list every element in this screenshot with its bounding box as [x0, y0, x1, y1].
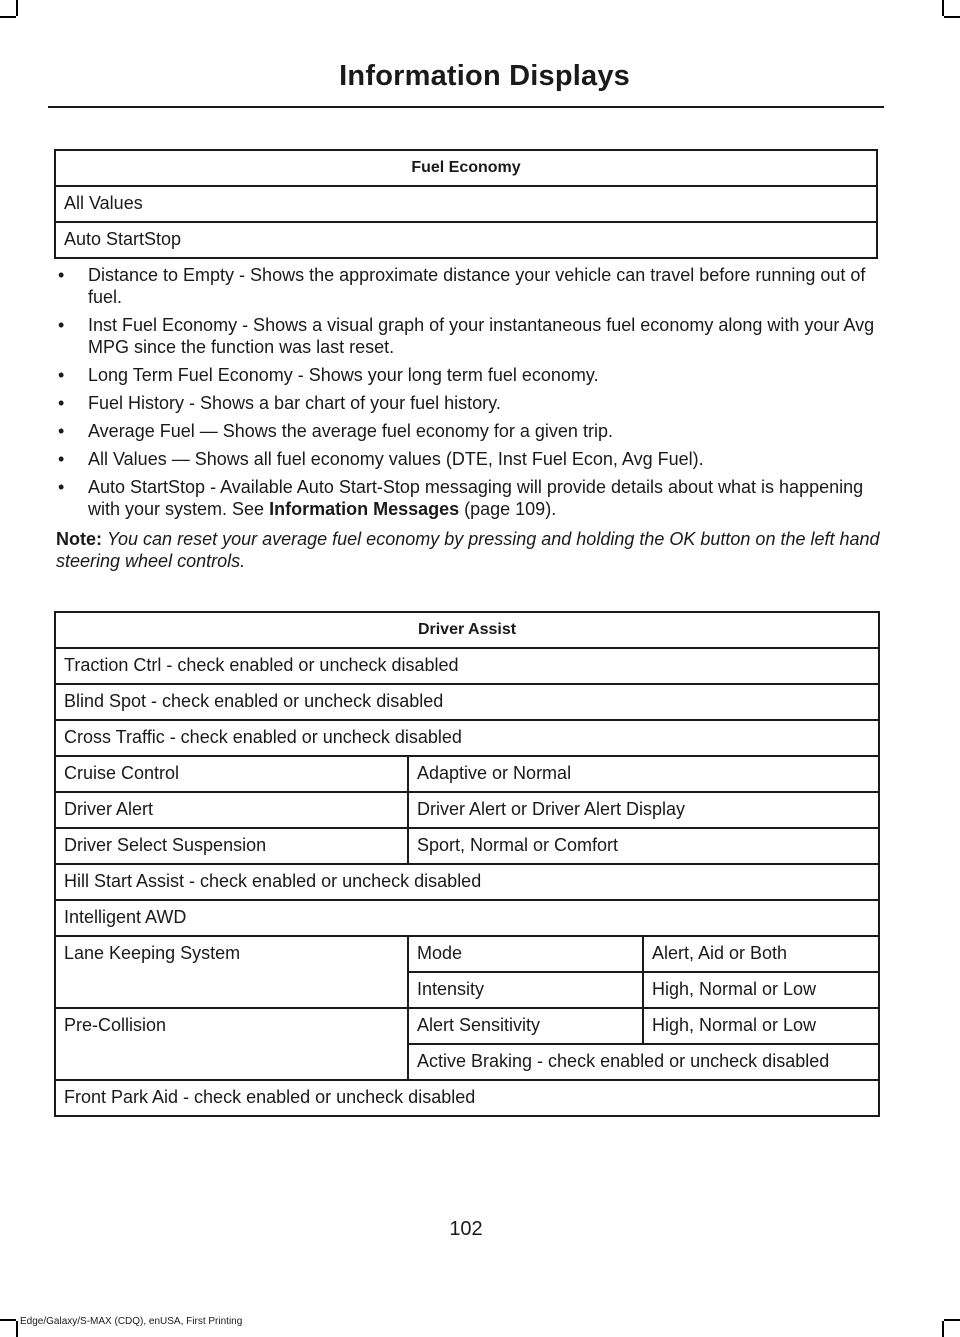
suspension-value: Sport, Normal or Comfort — [408, 828, 879, 864]
lane-mode-value: Alert, Aid or Both — [643, 936, 879, 972]
bullet-all-values: • All Values — Shows all fuel economy values (DTE, Inst Fuel Econ, Avg Fuel). — [56, 448, 880, 470]
header-divider — [48, 106, 884, 108]
driver-assist-heading: Driver Assist — [55, 612, 879, 648]
front-park-aid-row: Front Park Aid - check enabled or uncheck disabled — [55, 1080, 879, 1116]
bullet-auto-startstop — [56, 476, 880, 520]
note-label: Note: — [56, 529, 102, 549]
page-title: Information Displays — [339, 60, 630, 92]
cruise-control-label: Cruise Control — [55, 756, 408, 792]
crop-mark — [944, 1319, 960, 1321]
fuel-economy-heading: Fuel Economy — [55, 150, 877, 186]
page-number: 102 — [449, 1218, 483, 1240]
bullet-long-term-fuel: • Long Term Fuel Economy - Shows your long term fuel economy. — [56, 364, 880, 386]
blind-spot-row: Blind Spot - check enabled or uncheck disabled — [55, 684, 879, 720]
intelligent-awd-row: Intelligent AWD — [55, 900, 879, 936]
note-text: You can reset your average fuel economy by pressing and holding the OK button on the left hand steering wheel controls. — [56, 529, 880, 571]
alert-sensitivity-label: Alert Sensitivity — [408, 1008, 643, 1044]
bullet-distance-to-empty: • Distance to Empty - Shows the approximate distance your vehicle can travel before running out of fuel. — [56, 264, 880, 308]
driver-assist-table — [54, 611, 880, 1117]
lane-mode-label: Mode — [408, 936, 643, 972]
hill-start-row: Hill Start Assist - check enabled or uncheck disabled — [55, 864, 879, 900]
bullet-inst-fuel-economy: • Inst Fuel Economy - Shows a visual graph of your instantaneous fuel economy along with your Avg MPG since the function was last reset. — [56, 314, 880, 358]
crop-mark — [942, 0, 944, 16]
lane-keeping-label: Lane Keeping System — [55, 936, 408, 1008]
suspension-label: Driver Select Suspension — [55, 828, 408, 864]
lane-intensity-value: High, Normal or Low — [643, 972, 879, 1008]
bullet-average-fuel: • Average Fuel — Shows the average fuel economy for a given trip. — [56, 420, 880, 442]
crop-mark — [942, 1321, 944, 1337]
crop-mark — [0, 16, 16, 18]
driver-alert-value: Driver Alert or Driver Alert Display — [408, 792, 879, 828]
lane-intensity-label: Intensity — [408, 972, 643, 1008]
publication-footer: Edge/Galaxy/S-MAX (CDQ), enUSA, First Printing — [20, 1316, 243, 1327]
traction-ctrl-row: Traction Ctrl - check enabled or uncheck disabled — [55, 648, 879, 684]
cross-traffic-row: Cross Traffic - check enabled or uncheck disabled — [55, 720, 879, 756]
bullet-fuel-history: • Fuel History - Shows a bar chart of your fuel history. — [56, 392, 880, 414]
page-reference: (page 109). — [459, 499, 557, 519]
driver-alert-label: Driver Alert — [55, 792, 408, 828]
fuel-economy-table — [54, 149, 878, 259]
information-messages-link[interactable]: Information Messages — [269, 499, 460, 519]
note — [56, 528, 880, 572]
crop-mark — [944, 16, 960, 18]
crop-mark — [0, 1319, 16, 1321]
bullet-auto-startstop-text: Auto StartStop - Available Auto Start-Stop messaging will provide details about what is happening with your system. See — [88, 477, 864, 519]
alert-sensitivity-value: High, Normal or Low — [643, 1008, 879, 1044]
fuel-row-all-values: All Values — [55, 186, 877, 222]
pre-collision-label: Pre-Collision — [55, 1008, 408, 1080]
crop-mark — [16, 0, 18, 16]
cruise-control-value: Adaptive or Normal — [408, 756, 879, 792]
active-braking-row: Active Braking - check enabled or uncheck disabled — [408, 1044, 879, 1080]
fuel-economy-bullets — [56, 264, 880, 526]
fuel-row-auto-startstop: Auto StartStop — [55, 222, 877, 258]
crop-mark — [16, 1321, 18, 1337]
